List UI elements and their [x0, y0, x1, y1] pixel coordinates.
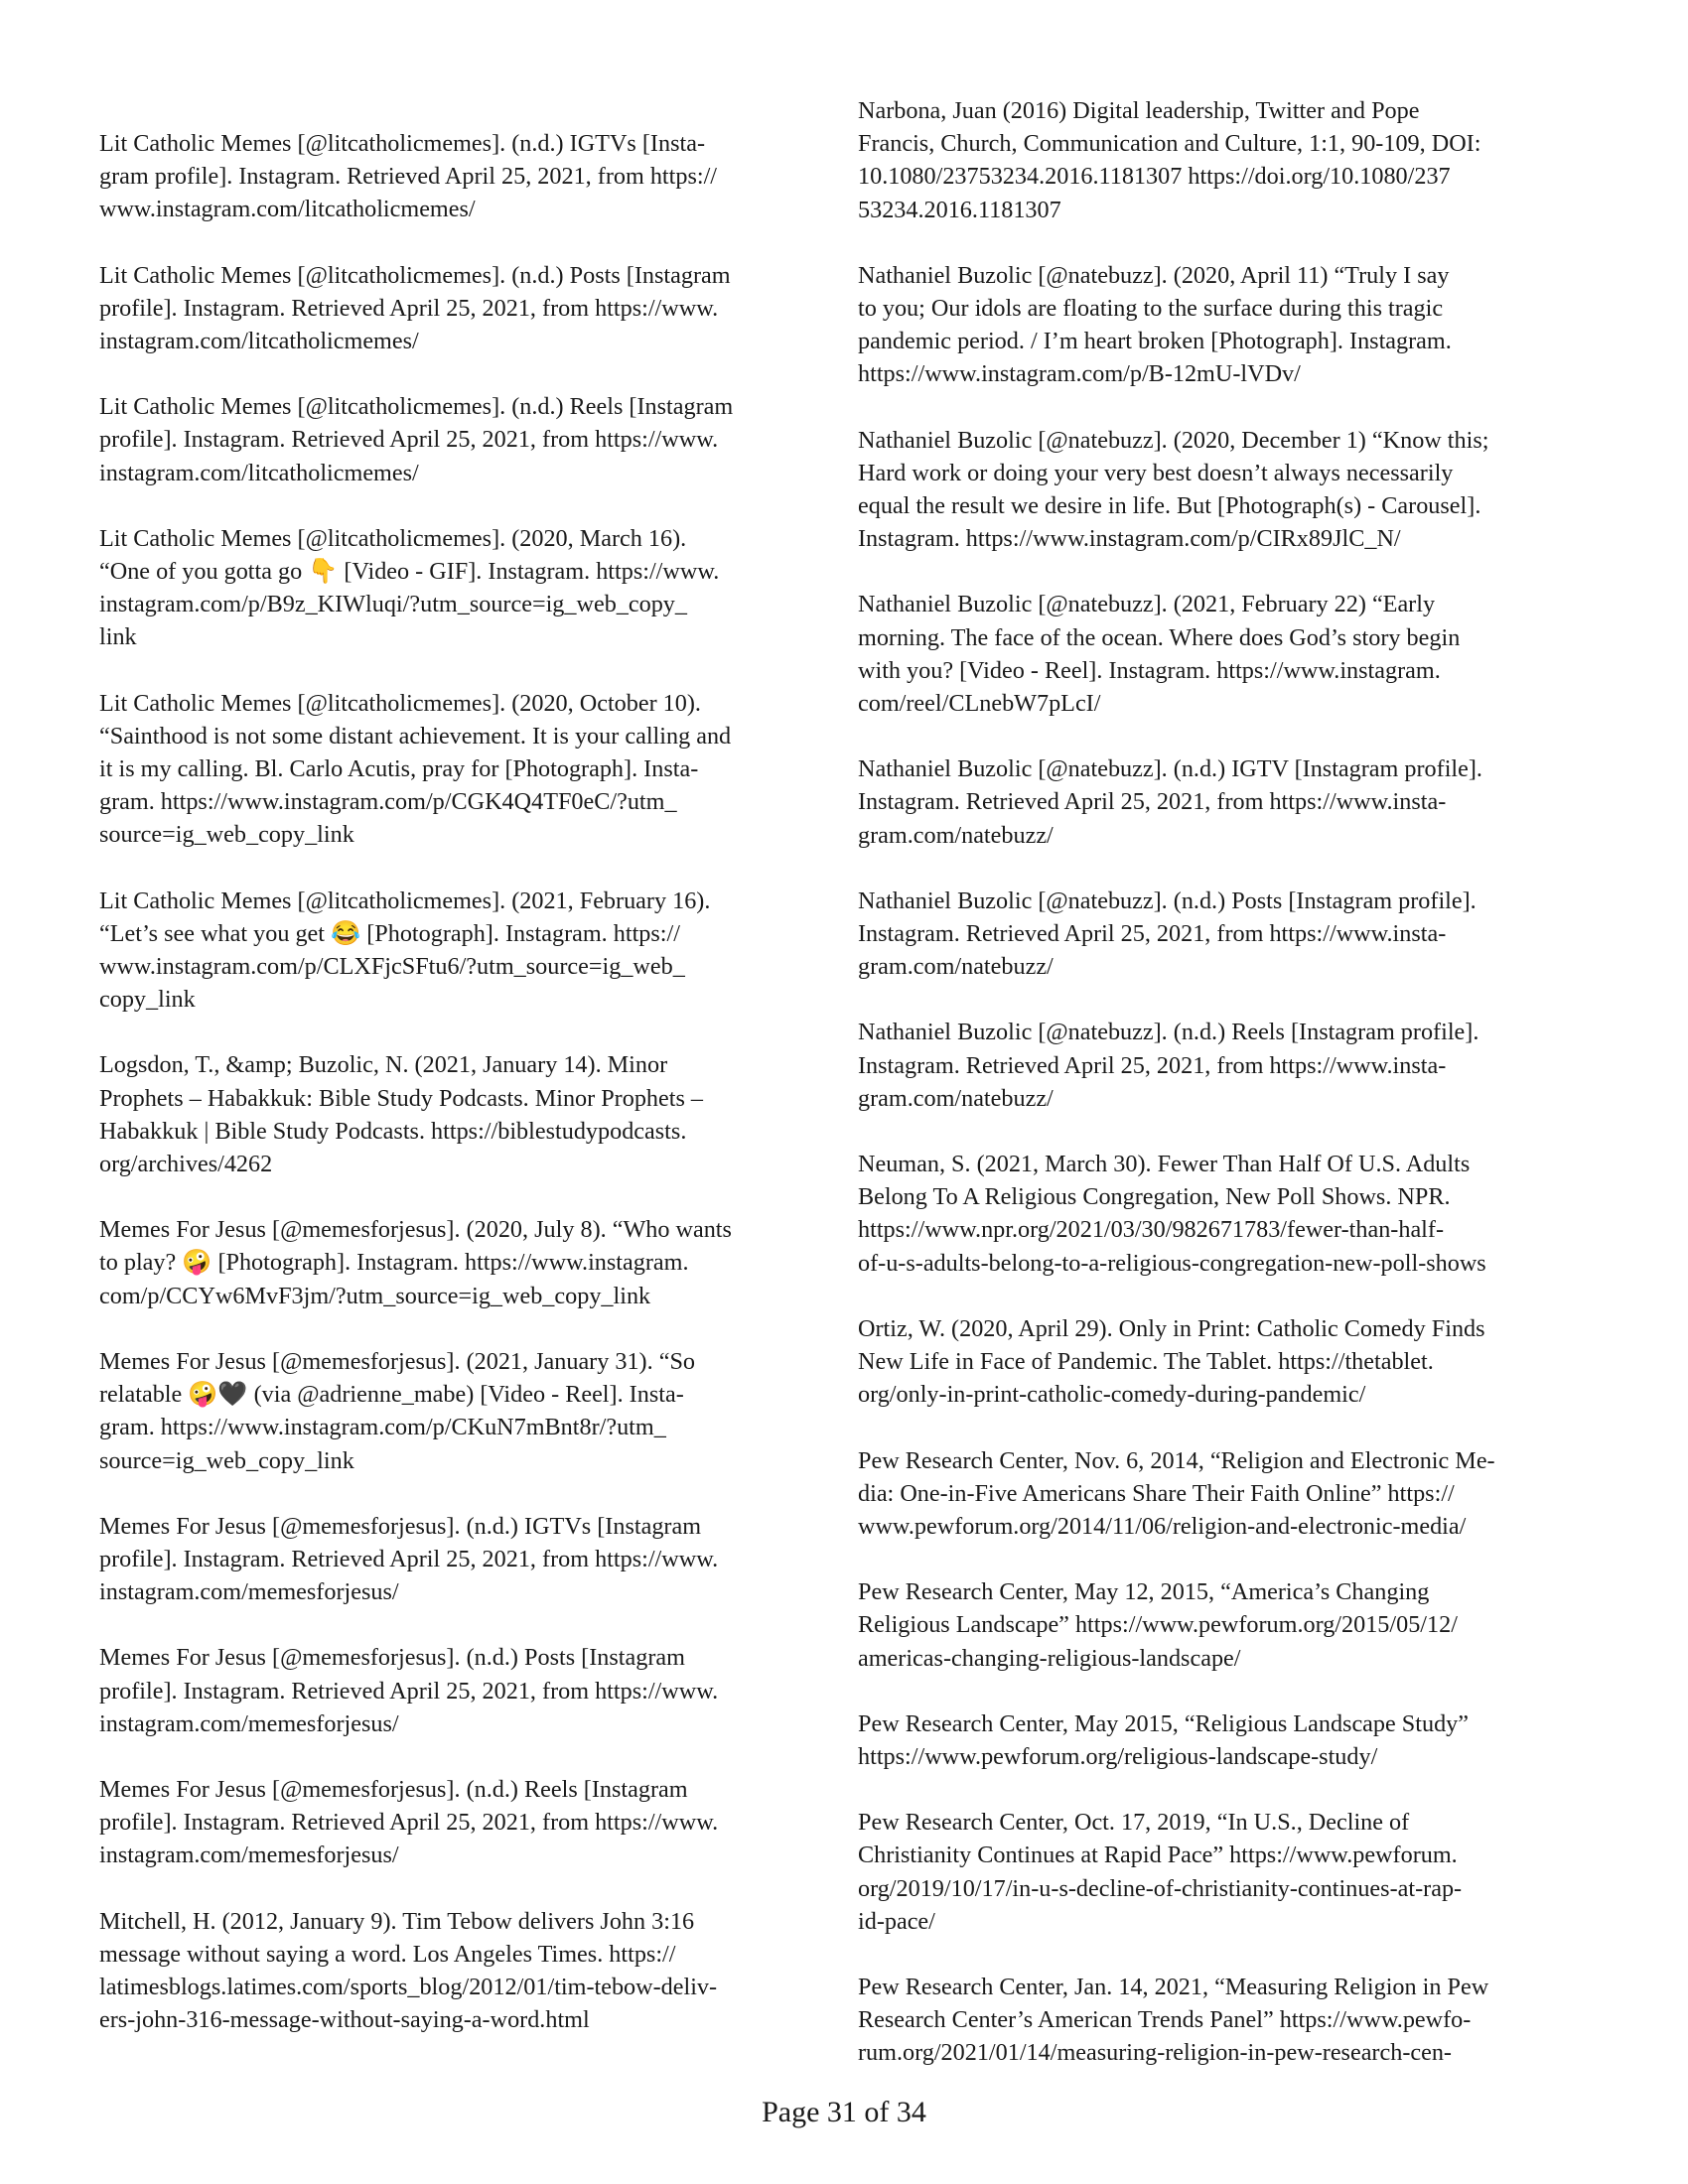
reference-entry: Nathaniel Buzolic [@natebuzz]. (2021, February 22) “Early morning. The face of the ocean. Where does God’s story begin with you? [Video - Reel]. Instagram. https://www.instagram. com/reel/CLnebW7pLcI/ — [858, 591, 1461, 718]
reference-entry: Nathaniel Buzolic [@natebuzz]. (n.d.) Posts [Instagram profile]. Instagram. Retrieved April 25, 2021, from https://www.insta- gram.com/natebuzz/ — [858, 887, 1477, 981]
reference-entry: Pew Research Center, Jan. 14, 2021, “Measuring Religion in Pew Research Center’s American Trends Panel” https://www.pewfo- rum.org/2021/01/14/measuring-religion-in-pew-research-cen- — [858, 1973, 1489, 2067]
reference-entry: Narbona, Juan (2016) Digital leadership, Twitter and Pope Francis, Church, Communication and Culture, 1:1, 90-109, DOI: 10.1080/23753234.2016.1181307 https://doi.org/10.1080/237 53234.2016.1181307 — [858, 97, 1481, 223]
reference-entry: Pew Research Center, May 12, 2015, “America’s Changing Religious Landscape” https://www.pewforum.org/2015/05/12/ americas-changing-religious-landscape/ — [858, 1578, 1458, 1672]
reference-entry: Ortiz, W. (2020, April 29). Only in Print: Catholic Comedy Finds New Life in Face of Pandemic. The Tablet. https://thetablet. org/only-in-print-catholic-comedy-during-pandemic/ — [858, 1314, 1485, 1409]
reference-entry: Nathaniel Buzolic [@natebuzz]. (2020, April 11) “Truly I say to you; Our idols are floating to the surface during this tragic pandemic period. / I’m heart broken [Photograph]. Instagram. https://www.instagram.com/p/B-12mU-lVDv/ — [858, 261, 1452, 388]
reference-entry: Lit Catholic Memes [@litcatholicmemes]. (n.d.) Reels [Instagram profile]. Instagram. Retrieved April 25, 2021, from https://www. instagram.com/litcatholicmemes/ — [99, 393, 734, 486]
reference-entry: Pew Research Center, Nov. 6, 2014, “Religion and Electronic Me- dia: One-in-Five Americans Share Their Faith Online” https:// www.pewforum.org/2014/11/06/religion-and-electronic-media/ — [858, 1446, 1495, 1540]
reference-entry: Mitchell, H. (2012, January 9). Tim Tebow delivers John 3:16 message without saying a word. Los Angeles Times. https:// latimesblogs.latimes.com/sports_blog/2012/01/tim-tebow-deliv- ers-john-316-message-without-saying-a-word.html — [99, 1907, 718, 2034]
reference-entry: Nathaniel Buzolic [@natebuzz]. (2020, December 1) “Know this; Hard work or doing your very best doesn’t always necessarily equal the result we desire in life. But [Photograph(s) - Carousel]. Instagram. https://www.instagram.com/p/CIRx89JlC_N/ — [858, 426, 1489, 553]
reference-entry: Memes For Jesus [@memesforjesus]. (2021, January 31). “So relatable 🤪🖤 (via @adrienne_mabe) [Video - Reel]. Insta- gram. https://www.instagram.com/p/CKuN7mBnt8r/?utm_ source=ig_web_copy_link — [99, 1347, 695, 1474]
reference-entry: Pew Research Center, Oct. 17, 2019, “In U.S., Decline of Christianity Continues at Rapid Pace” https://www.pewforum. org/2019/10/17/in-u-s-decline-of-christianity-continues-at-rap- id-pace/ — [858, 1809, 1463, 1935]
references-right-column — [858, 94, 1583, 2103]
reference-entry: Pew Research Center, May 2015, “Religious Landscape Study” https://www.pewforum.org/religious-landscape-study/ — [858, 1709, 1469, 1770]
reference-entry: Memes For Jesus [@memesforjesus]. (n.d.) Posts [Instagram profile]. Instagram. Retrieved April 25, 2021, from https://www. instagram.com/memesforjesus/ — [99, 1644, 719, 1737]
reference-entry: Neuman, S. (2021, March 30). Fewer Than Half Of U.S. Adults Belong To A Religious Congregation, New Poll Shows. NPR. https://www.npr.org/2021/03/30/982671783/fewer-than-half- of-u-s-adults-belong-to-a-religious-congregation-new-poll-shows — [858, 1151, 1486, 1277]
reference-entry: Lit Catholic Memes [@litcatholicmemes]. (2020, October 10). “Sainthood is not some distant achievement. It is your calling and it is my calling. Bl. Carlo Acutis, pray for [Photograph]. Insta- gram. https://www.instagram.com/p/CGK4Q4TF0eC/?utm_ source=ig_web_copy_link — [99, 689, 732, 849]
reference-entry: Memes For Jesus [@memesforjesus]. (2020, July 8). “Who wants to play? 🤪 [Photograph]. Instagram. https://www.instagram. com/p/CCYw6MvF3jm/?utm_source=ig_web_copy_link — [99, 1216, 732, 1309]
reference-entry: Memes For Jesus [@memesforjesus]. (n.d.) IGTVs [Instagram profile]. Instagram. Retrieved April 25, 2021, from https://www. instagram.com/memesforjesus/ — [99, 1512, 719, 1606]
reference-entry: Lit Catholic Memes [@litcatholicmemes]. (n.d.) IGTVs [Insta- gram profile]. Instagram. Retrieved April 25, 2021, from https:// www.instagram.com/litcatholicmemes/ — [99, 130, 718, 223]
page-number: Page 31 of 34 — [762, 2096, 926, 2128]
reference-entry: Logsdon, T., &amp; Buzolic, N. (2021, January 14). Minor Prophets – Habakkuk: Bible Study Podcasts. Minor Prophets – Habakkuk | Bible Study Podcasts. https://biblestudypodcasts. org/archives/4262 — [99, 1051, 704, 1178]
reference-entry: Lit Catholic Memes [@litcatholicmemes]. (2021, February 16). “Let’s see what you get 😂 [Photograph]. Instagram. https:// www.instagram.com/p/CLXFjcSFtu6/?utm_source=ig_web_ copy_link — [99, 887, 711, 1014]
references-left-column — [99, 127, 824, 2069]
reference-entry: Lit Catholic Memes [@litcatholicmemes]. (2020, March 16). “One of you gotta go 👇 [Video - GIF]. Instagram. https://www. instagram.com/p/B9z_KIWluqi/?utm_source=ig_web_copy_ link — [99, 524, 720, 651]
reference-entry: Memes For Jesus [@memesforjesus]. (n.d.) Reels [Instagram profile]. Instagram. Retrieved April 25, 2021, from https://www. instagram.com/memesforjesus/ — [99, 1775, 719, 1869]
reference-entry: Nathaniel Buzolic [@natebuzz]. (n.d.) Reels [Instagram profile]. Instagram. Retrieved April 25, 2021, from https://www.insta- gram.com/natebuzz/ — [858, 1019, 1479, 1112]
reference-entry: Lit Catholic Memes [@litcatholicmemes]. (n.d.) Posts [Instagram profile]. Instagram. Retrieved April 25, 2021, from https://www. instagram.com/litcatholicmemes/ — [99, 261, 731, 355]
reference-entry: Nathaniel Buzolic [@natebuzz]. (n.d.) IGTV [Instagram profile]. Instagram. Retrieved April 25, 2021, from https://www.insta- gram.com/natebuzz/ — [858, 755, 1482, 849]
